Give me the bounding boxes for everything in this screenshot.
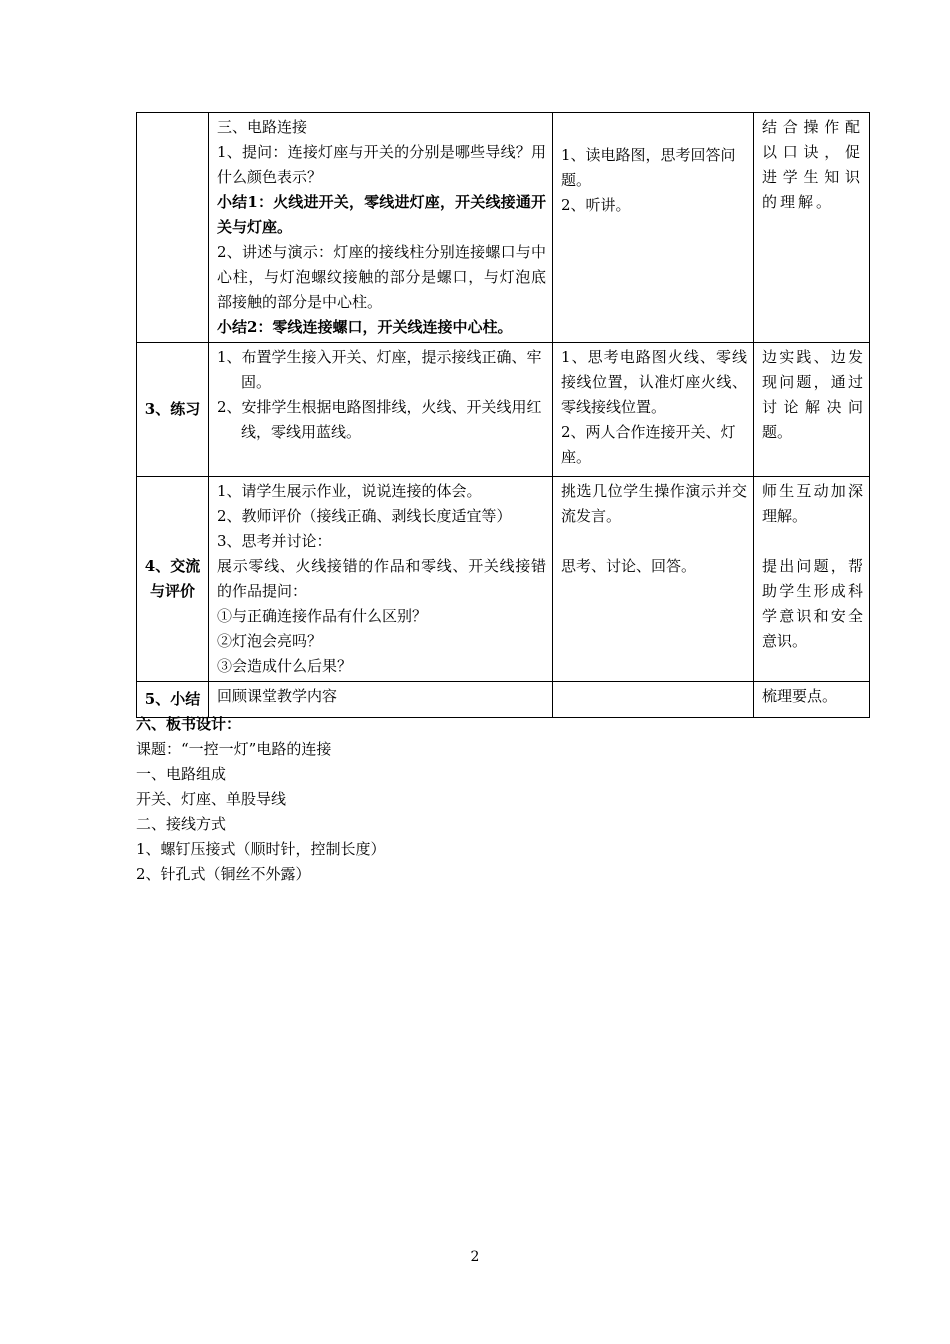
board-design-section bbox=[136, 712, 386, 887]
board-line: 1、螺钉压接式（顺时针，控制长度） bbox=[136, 840, 386, 858]
board-line: 二、接线方式 bbox=[136, 815, 227, 833]
teacher-line: 展示零线、火线接错的作品和零线、开关线接错的作品提问： bbox=[217, 557, 546, 600]
design-intent-cell bbox=[754, 343, 870, 477]
intent-line: 师生互动加深理解。 bbox=[762, 482, 863, 525]
student-activity-cell bbox=[553, 113, 754, 343]
student-line: 1、读电路图，思考回答问题。 bbox=[561, 146, 736, 189]
teacher-line: 1、布置学生接入开关、灯座，提示接线正确、牢固。 bbox=[217, 348, 542, 391]
student-activity-cell bbox=[553, 682, 754, 718]
teacher-activity-cell bbox=[209, 113, 553, 343]
stage-cell bbox=[137, 477, 209, 682]
student-activity-cell bbox=[553, 343, 754, 477]
teacher-line: 3、思考并讨论： bbox=[217, 532, 332, 550]
teacher-activity-cell bbox=[209, 477, 553, 682]
intent-line: 提出问题，帮助学生形成科学意识和安全意识。 bbox=[762, 557, 863, 650]
student-activity-cell bbox=[553, 477, 754, 682]
student-line: 1、思考电路图火线、零线接线位置，认准灯座火线、零线接线位置。 bbox=[561, 348, 747, 416]
section-heading: 六、板书设计： bbox=[136, 715, 242, 733]
student-line: 2、两人合作连接开关、灯座。 bbox=[561, 423, 736, 466]
design-intent-cell bbox=[754, 477, 870, 682]
teacher-line: 2、讲述与演示：灯座的接线柱分别连接螺口与中心柱，与灯泡螺纹接触的部分是螺口，与灯泡底部接触的部分是中心柱。 bbox=[217, 243, 546, 311]
stage-cell: 3、练习 bbox=[137, 343, 209, 477]
table-row-circuit bbox=[137, 113, 870, 343]
table-row-practice bbox=[137, 343, 870, 477]
teacher-activity-cell: 回顾课堂教学内容 bbox=[209, 682, 553, 718]
page-number: 2 bbox=[470, 1249, 480, 1265]
stage-cell-empty bbox=[137, 113, 209, 343]
student-line: 挑选几位学生操作演示并交流发言。 bbox=[561, 482, 747, 525]
table-row-exchange bbox=[137, 477, 870, 682]
summary-2: 小结2：零线连接螺口，开关线连接中心柱。 bbox=[217, 318, 513, 336]
stage-line: 与评价 bbox=[149, 582, 195, 600]
teacher-line: ①与正确连接作品有什么区别？ bbox=[217, 607, 428, 625]
summary-1: 小结1：火线进开关，零线进灯座，开关线接通开关与灯座。 bbox=[217, 193, 546, 236]
board-line: 2、针孔式（铜丝不外露） bbox=[136, 865, 311, 883]
board-line: 开关、灯座、单股导线 bbox=[136, 790, 287, 808]
lesson-plan-table bbox=[136, 112, 870, 718]
design-intent-cell bbox=[754, 113, 870, 343]
teacher-line: 2、安排学生根据电路图排线，火线、开关线用红线，零线用蓝线。 bbox=[217, 398, 542, 441]
student-line: 2、听讲。 bbox=[561, 196, 631, 214]
design-intent-cell: 梳理要点。 bbox=[754, 682, 870, 718]
teacher-activity-cell bbox=[209, 343, 553, 477]
stage-line: 4、交流 bbox=[144, 557, 201, 575]
stage-cell: 5、小结 bbox=[137, 682, 209, 718]
teacher-line: 1、请学生展示作业，说说连接的体会。 bbox=[217, 482, 482, 500]
board-line: 一、电路组成 bbox=[136, 765, 227, 783]
intent-line: 结合操作配以口诀，促进学生知识的理解。 bbox=[762, 118, 863, 211]
teacher-line: ③会造成什么后果？ bbox=[217, 657, 353, 675]
board-line: 课题：“一控一灯”电路的连接 bbox=[136, 740, 332, 758]
student-line: 思考、讨论、回答。 bbox=[561, 557, 697, 575]
teacher-line: 2、教师评价（接线正确、剥线长度适宜等） bbox=[217, 507, 512, 525]
intent-line: 边实践、边发现问题，通过讨论解决问题。 bbox=[762, 348, 863, 441]
teacher-line: ②灯泡会亮吗？ bbox=[217, 632, 323, 650]
teacher-line: 1、提问：连接灯座与开关的分别是哪些导线？用什么颜色表示？ bbox=[217, 143, 546, 186]
teacher-line: 三、电路连接 bbox=[217, 118, 308, 136]
